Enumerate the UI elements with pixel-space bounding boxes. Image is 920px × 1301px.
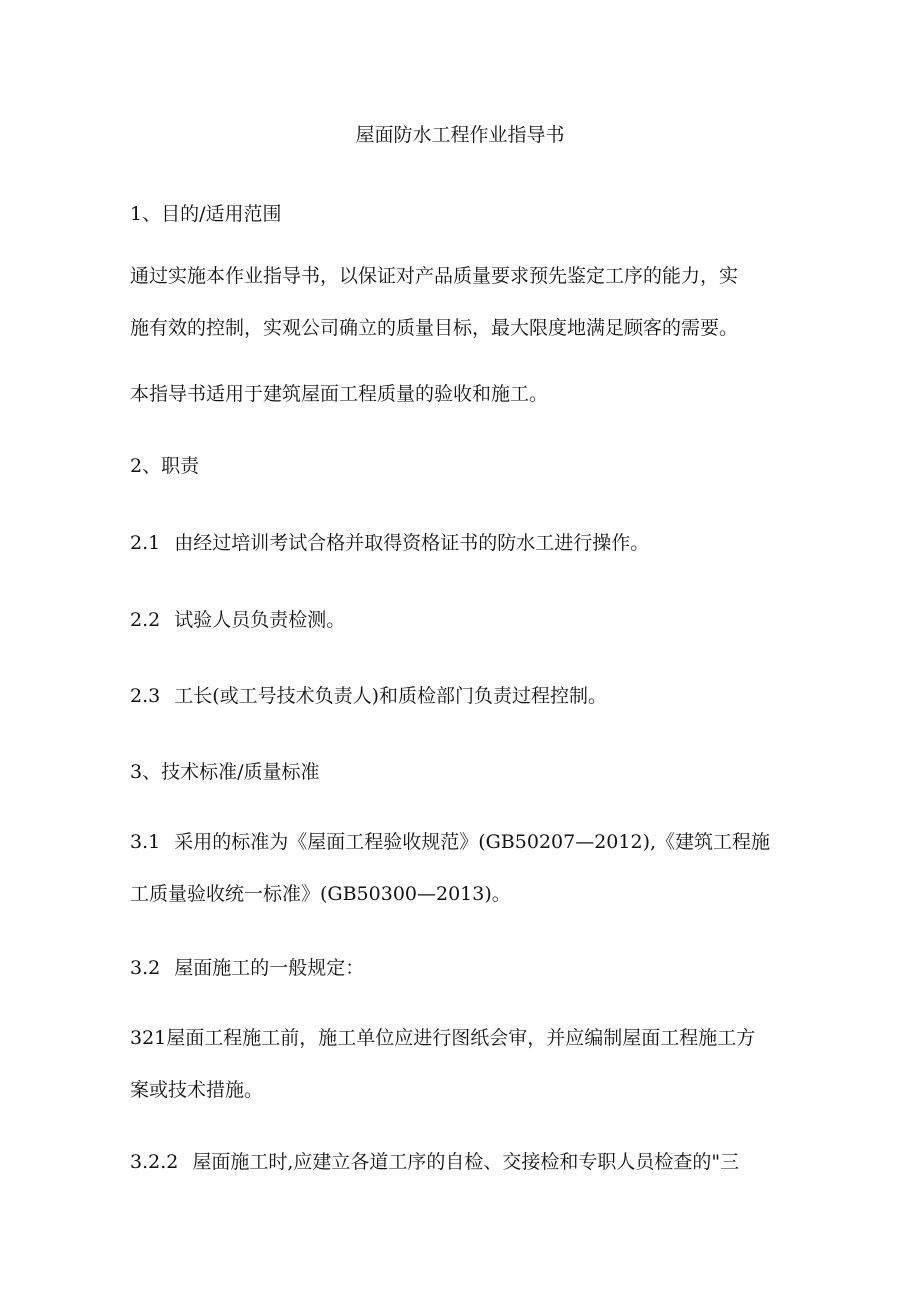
item-3-1 bbox=[130, 816, 795, 920]
item-number: 3.2 bbox=[130, 957, 161, 979]
section-3-heading bbox=[130, 746, 795, 798]
item-text: 试验人员负责检测。 bbox=[174, 609, 346, 631]
item-text: 由经过培训考试合格并取得资格证书的防水工进行操作。 bbox=[174, 532, 650, 554]
document-title: 屋面防水工程作业指导书 bbox=[355, 124, 565, 146]
section-1-purpose-paragraph bbox=[130, 250, 795, 354]
item-3-2 bbox=[130, 942, 795, 994]
section-1-heading bbox=[130, 188, 795, 240]
item-2-3 bbox=[130, 670, 795, 722]
item-number: 2.1 bbox=[130, 532, 161, 554]
item-number: 3.2.2 bbox=[130, 1151, 179, 1173]
text-line: 本指导书适用于建筑屋面工程质量的验收和施工。 bbox=[130, 383, 549, 405]
text-line: 1、目的/适用范围 bbox=[130, 203, 282, 225]
text-line: 施有效的控制，实观公司确立的质量目标，最大限度地满足顾客的需要。 bbox=[130, 317, 739, 339]
item-2-2 bbox=[130, 594, 795, 646]
item-3-2-2 bbox=[130, 1136, 795, 1188]
item-number: 3.1 bbox=[130, 831, 161, 853]
text-line: 通过实施本作业指导书，以保证对产品质量要求预先鉴定工序的能力，实 bbox=[130, 265, 739, 287]
item-text: 屋面施工时,应建立各道工序的自检、交接检和专职人员检查的"三 bbox=[192, 1151, 740, 1173]
text-line: 321屋面工程施工前，施工单位应进行图纸会审，并应编制屋面工程施工方 bbox=[130, 1027, 756, 1049]
text-line: 案或技术措施。 bbox=[130, 1079, 264, 1101]
text-line: 2、职责 bbox=[130, 455, 200, 477]
item-number: 2.2 bbox=[130, 609, 161, 631]
item-text: 工长(或工号技术负责人)和质检部门负责过程控制。 bbox=[174, 685, 608, 707]
item-text: 采用的标准为《屋面工程验收规范》(GB50207—2012),《建筑工程施 bbox=[174, 831, 771, 853]
text-line: 3、技术标准/质量标准 bbox=[130, 761, 320, 783]
section-2-heading bbox=[130, 440, 795, 492]
item-number: 2.3 bbox=[130, 685, 161, 707]
item-text: 屋面施工的一般规定： bbox=[174, 957, 365, 979]
item-2-1 bbox=[130, 517, 795, 569]
item-3-2-1 bbox=[130, 1012, 795, 1116]
section-1-scope-paragraph bbox=[130, 368, 795, 420]
text-line: 工质量验收统一标准》(GB50300—2013)。 bbox=[130, 883, 511, 905]
